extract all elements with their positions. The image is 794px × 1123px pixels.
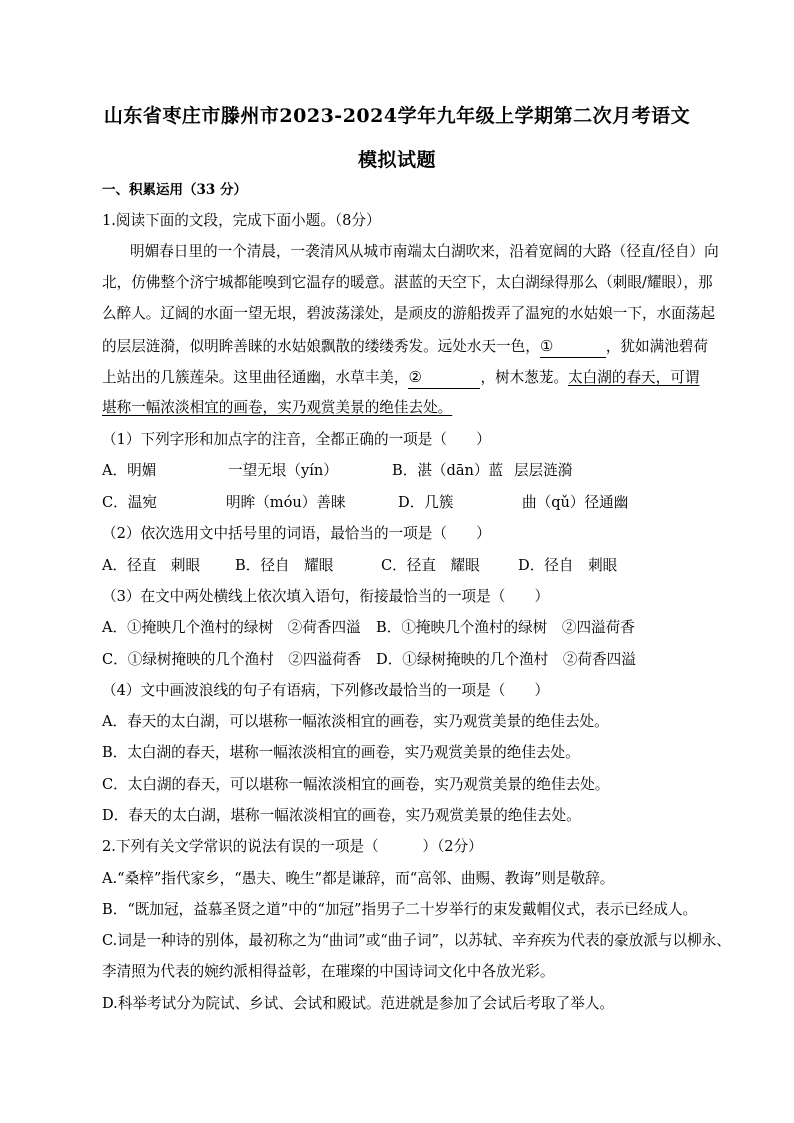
passage-line-5 — [102, 367, 702, 389]
q2-option-a: A.“桑梓”指代家乡，“愚夫、晚生”都是谦辞，而“高邻、曲赐、教诲”则是敬辞。 — [102, 870, 615, 887]
wavy-underlined-sentence-end: 堪称一幅浓淡相宜的画卷，实乃观赏美景的绝佳去处。 — [102, 399, 453, 416]
blank-2 — [408, 367, 480, 389]
sub1-option-a: A．明媚 — [102, 462, 157, 479]
q2-option-c-line-2: 李清照为代表的婉约派相得益彰，在璀璨的中国诗词文化中各放光彩。 — [102, 963, 555, 980]
sub1-option-b-detail: 层层涟漪 — [514, 462, 573, 479]
doc-title-line-2: 模拟试题 — [357, 149, 436, 171]
sub2-option-d: D．径自 刺眼 — [518, 557, 618, 574]
sub-question-4-stem: （4）文中画波浪线的句子有语病，下列修改最恰当的一项是（ ） — [102, 682, 550, 699]
sub1-option-a-detail: 一望无垠（yín） — [228, 462, 338, 479]
sub2-option-c: C．径直 耀眼 — [381, 557, 480, 574]
question-1-stem: 1.阅读下面的文段，完成下面小题。（8分） — [102, 212, 381, 229]
blank-1-label: ① — [539, 337, 554, 355]
question-2-stem: 2.下列有关文学常识的说法有误的一项是（ ）（2分） — [102, 838, 483, 855]
sub3-option-b: B．①掩映几个渔村的绿树 ②四溢荷香 — [376, 619, 635, 636]
sub4-option-b: B．太白湖的春天，堪称一幅浓淡相宜的画卷，实乃观赏美景的绝佳去处。 — [102, 744, 580, 761]
passage-line-5-text: 上站出的几簇莲朵。这里曲径通幽，水草丰美， — [102, 369, 409, 386]
passage-line-6 — [102, 398, 702, 418]
blank-2-label: ② — [408, 368, 422, 386]
sub4-option-a: A．春天的太白湖，可以堪称一幅浓淡相宜的画卷，实乃观赏美景的绝佳去处。 — [102, 713, 609, 730]
section-heading: 一、积累运用（33 分） — [102, 182, 247, 198]
sub3-option-d: D．①绿树掩映的几个渔村 ②荷香四溢 — [376, 651, 636, 668]
sub-question-3-stem: （3）在文中两处横线上依次填入语句，衔接最恰当的一项是（ ） — [102, 588, 550, 605]
sub1-option-c-detail: 明眸（móu）善睐 — [226, 494, 346, 511]
q2-option-b: B．“既加冠，益慕圣贤之道”中的“加冠”指男子二十岁举行的束发戴帽仪式，表示已经成人。 — [102, 901, 698, 918]
doc-title-line-1: 山东省枣庄市滕州市2023-2024学年九年级上学期第二次月考语文 — [103, 105, 691, 127]
sub3-option-c: C．①绿树掩映的几个渔村 ②四溢荷香 — [102, 651, 362, 668]
sub1-option-d: D．几簇 — [398, 494, 454, 511]
passage-line-2: 北，仿佛整个济宁城都能嗅到它温存的暖意。湛蓝的天空下，太白湖绿得那么（刺眼/耀眼），那 — [102, 274, 713, 291]
sub3-option-a: A．①掩映几个渔村的绿树 ②荷香四溢 — [102, 619, 361, 636]
passage-line-5-mid: ，树木葱茏。 — [480, 369, 569, 386]
sub1-option-c: C．温宛 — [102, 494, 157, 511]
sub1-option-d-detail: 曲（qǔ）径通幽 — [522, 494, 629, 511]
sub2-option-a: A．径直 刺眼 — [102, 557, 201, 574]
sub-question-2-stem: （2）依次选用文中括号里的词语，最恰当的一项是（ ） — [102, 525, 491, 542]
sub-question-1-stem: （1）下列字形和加点字的注音，全都正确的一项是（ ） — [102, 431, 491, 448]
q2-option-c-line-1: C.词是一种诗的别体，最初称之为“曲词”或“曲子词”，以苏轼、辛弃疾为代表的豪放派与以柳永、 — [102, 932, 731, 949]
sub4-option-d: D．春天的太白湖，堪称一幅浓淡相宜的画卷，实乃观赏美景的绝佳去处。 — [102, 807, 581, 824]
wavy-underlined-sentence-start: 太白湖的春天，可谓 — [568, 369, 700, 386]
passage-line-4 — [102, 336, 708, 358]
sub4-option-c: C．太白湖的春天，可以堪称一幅浓淡相宜的画卷，实乃观赏美景的绝佳去处。 — [102, 776, 610, 793]
passage-line-4-text: 的层层涟漪，似明眸善睐的水姑娘飘散的缕缕秀发。远处水天一色， — [102, 338, 540, 355]
sub1-option-b: B．湛（dān）蓝 — [392, 462, 504, 479]
blank-1 — [540, 336, 606, 358]
passage-line-4-tail: ，犹如满池碧荷 — [605, 338, 708, 355]
passage-line-3: 么醉人。辽阔的水面一望无垠，碧波荡漾处，是顽皮的游船拨弄了温宛的水姑娘一下，水面荡起 — [102, 305, 715, 322]
passage-line-1: 明媚春日里的一个清晨，一袭清风从城市南端太白湖吹来，沿着宽阔的大路（径直/径自）向 — [130, 243, 719, 260]
q2-option-d: D.科举考试分为院试、乡试、会试和殿试。范进就是参加了会试后考取了举人。 — [102, 995, 615, 1012]
sub2-option-b: B．径自 耀眼 — [235, 557, 334, 574]
